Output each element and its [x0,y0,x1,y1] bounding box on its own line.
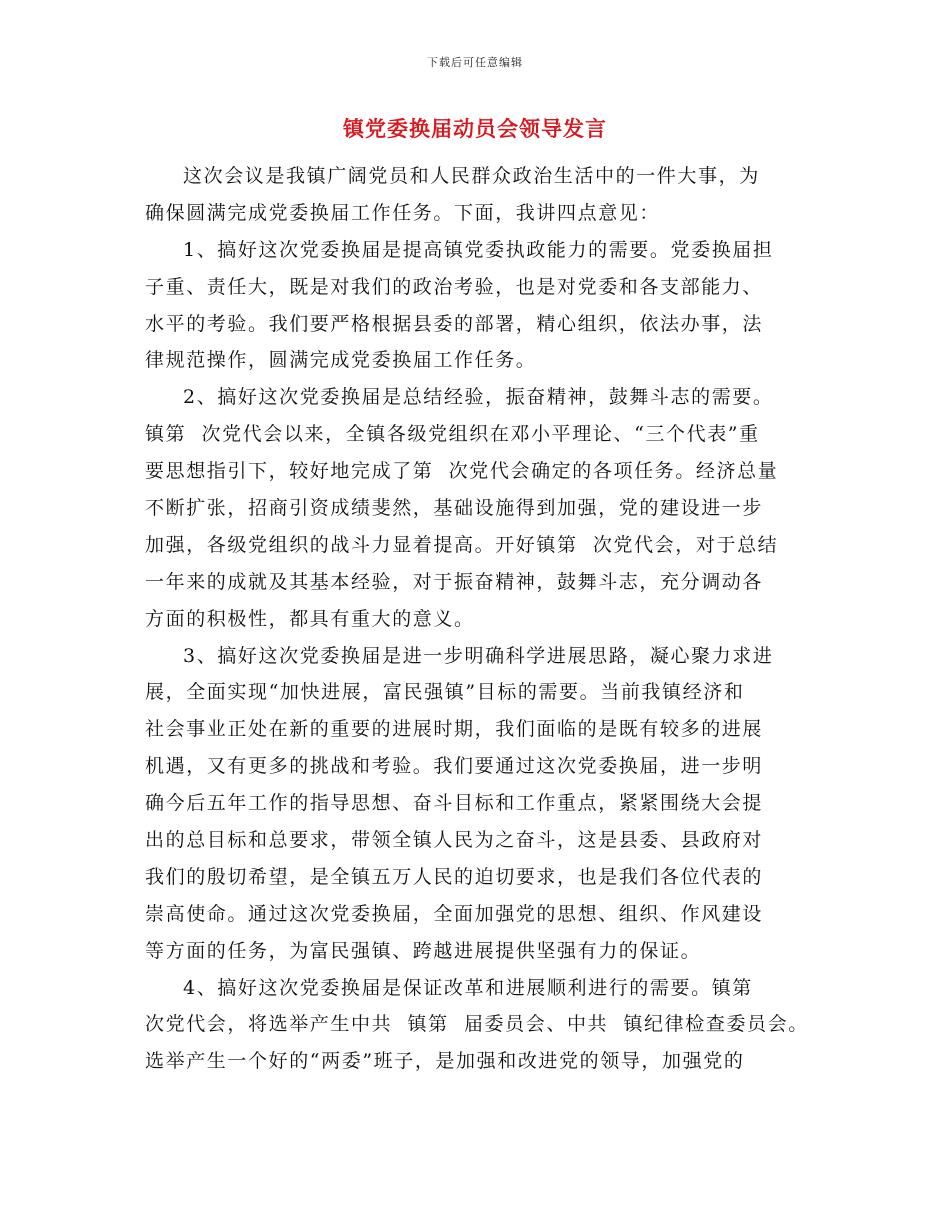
paragraph-point-2 [145,379,810,637]
paragraph-point-3 [145,638,810,970]
text-line: 要思想指引下，较好地完成了第 次党代会确定的各项任务。经济总量 [145,460,779,483]
text-line: 选举产生一个好的“两委”班子，是加强和改进党的领导，加强党的 [145,1050,745,1073]
text-line: 这次会议是我镇广阔党员和人民群众政治生活中的一件大事，为 [183,165,760,187]
paragraph-intro [145,158,810,232]
paragraph-point-4 [145,970,810,1081]
text-line: 我们的殷切希望，是全镇五万人民的迫切要求，也是我们各位代表的 [145,865,764,888]
text-line: 社会事业正处在新的重要的进展时期，我们面临的是既有较多的进展 [145,718,764,741]
text-line: 次党代会，将选举产生中共 镇第 届委员会、中共 镇纪律检查委员会。 [145,1013,809,1036]
text-line: 展，全面实现“加快进展，富民强镇”目标的需要。当前我镇经济和 [145,681,745,704]
text-line: 加强，各级党组织的战斗力显着提高。开好镇第 次党代会，对于总结 [145,533,779,556]
text-line: 一年来的成就及其基本经验，对于振奋精神，鼓舞斗志，充分调动各 [145,570,764,593]
page-header-note: 下载后可任意编辑 [427,56,523,69]
text-line: 方面的积极性，都具有重大的意义。 [145,607,475,630]
text-line: 崇高使命。通过这次党委换届，全面加强党的思想、组织、作风建设 [145,902,764,925]
text-line: 不断扩张，招商引资成绩斐然，基础设施得到加强，党的建设进一步 [145,497,764,520]
text-line: 律规范操作，圆满完成党委换届工作任务。 [145,349,537,372]
text-line: 出的总目标和总要求，带领全镇人民为之奋斗，这是县委、县政府对 [145,829,764,852]
text-line: 1、搞好这次党委换届是提高镇党委执政能力的需要。党委换届担 [183,238,774,261]
text-line: 确保圆满完成党委换届工作任务。下面，我讲四点意见： [145,201,661,224]
text-line: 机遇，又有更多的挑战和考验。我们要通过这次党委换届，进一步明 [145,755,764,778]
text-line: 2、搞好这次党委换届是总结经验，振奋精神，鼓舞斗志的需要。 [183,386,774,409]
document-body [145,158,810,1080]
paragraph-point-1 [145,232,810,380]
text-line: 3、搞好这次党委换届是进一步明确科学进展思路，凝心聚力求进 [183,644,774,667]
text-line: 镇第 次党代会以来，全镇各级党组织在邓小平理论、“三个代表”重 [145,423,760,446]
text-line: 子重、责任大，既是对我们的政治考验，也是对党委和各支部能力、 [145,275,764,298]
text-line: 水平的考验。我们要严格根据县委的部署，精心组织，依法办事，法 [145,312,764,335]
text-line: 确今后五年工作的指导思想、奋斗目标和工作重点，紧紧围绕大会提 [145,792,764,815]
text-line: 等方面的任务，为富民强镇、跨越进展提供坚强有力的保证。 [145,939,702,962]
text-line: 4、搞好这次党委换届是保证改革和进展顺利进行的需要。镇第 [183,976,753,999]
document-title: 镇党委换届动员会领导发言 [343,116,607,141]
